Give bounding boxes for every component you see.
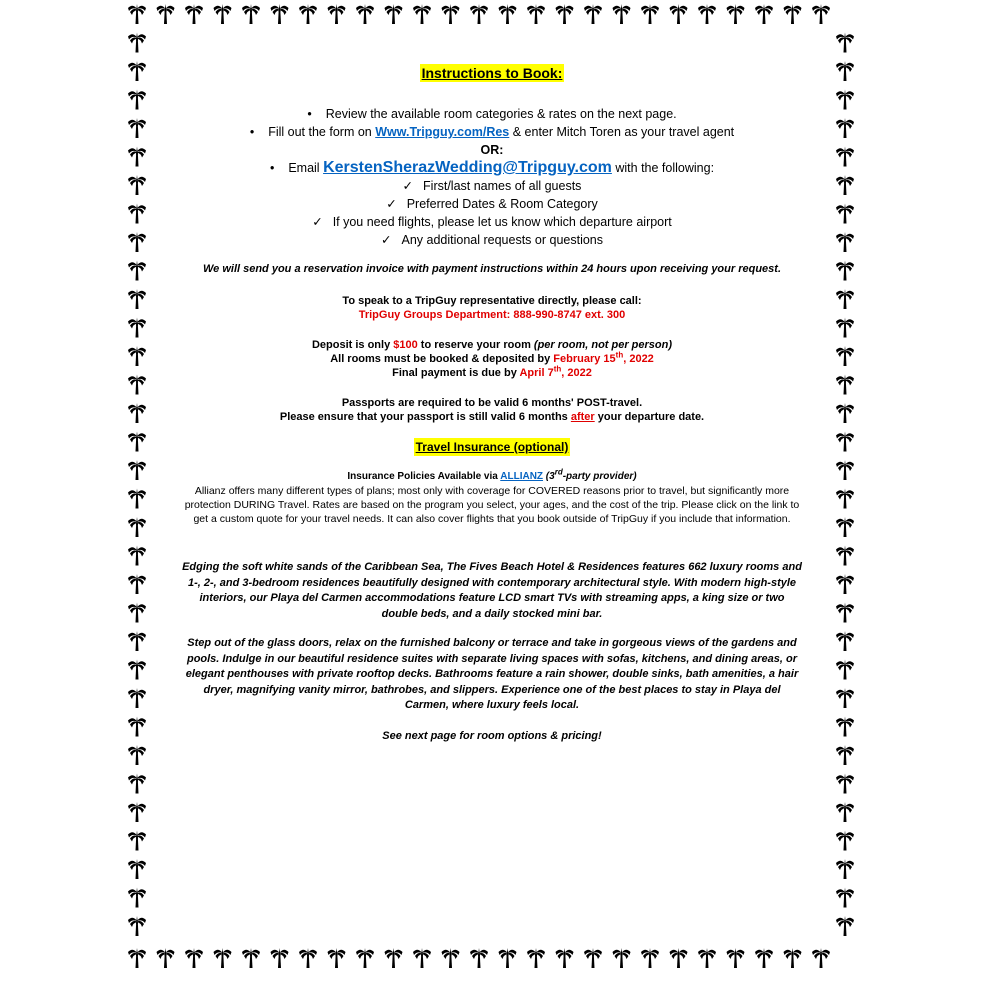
wedding-email-link[interactable]: KerstenSherazWedding@Tripguy.com <box>323 159 612 176</box>
palm-tree-icon <box>128 289 146 309</box>
palm-tree-icon <box>128 717 146 737</box>
palm-tree-icon <box>328 948 346 968</box>
palm-tree-icon <box>556 4 574 24</box>
palm-tree-icon <box>836 660 854 680</box>
passport-block <box>180 396 804 424</box>
final-payment-deadline: Final payment is due by April 7th, 2022 <box>392 364 592 379</box>
contact-line: To speak to a TripGuy representative directly, please call: <box>342 295 642 307</box>
palm-tree-icon <box>836 745 854 765</box>
palm-tree-icon <box>128 118 146 138</box>
palm-tree-icon <box>698 948 716 968</box>
palm-tree-icon <box>157 948 175 968</box>
palm-tree-icon <box>755 4 773 24</box>
palm-tree-icon <box>836 232 854 252</box>
hotel-description-2: Step out of the glass doors, relax on the furnished balcony or terrace and take in gorgeous views of the gardens and pools. Indulge in our beautiful residence suites with separate living spaces with sofas, kitchens, and dining areas, or elegant penthouses with private rooftop decks. Bathrooms feature a rain shower, double sinks, bath amenities, a hair dryer, magnifying vanity mirror, bathrobes, and slippers. Experience one of the best places to stay in Playa del Carmen, where luxury feels local. <box>185 637 799 711</box>
palm-tree-icon <box>613 4 631 24</box>
palm-tree-icon <box>299 948 317 968</box>
palm-tree-icon <box>836 517 854 537</box>
palm-tree-icon <box>836 403 854 423</box>
palm-tree-icon <box>836 489 854 509</box>
palm-tree-icon <box>836 546 854 566</box>
palm-tree-icon <box>836 432 854 452</box>
booking-steps <box>180 105 804 177</box>
step-fill-pre: Fill out the form on <box>268 125 376 139</box>
palm-tree-icon <box>836 916 854 936</box>
reservation-form-link[interactable]: Www.Tripguy.com/Res <box>375 125 510 139</box>
checklist-item: ✓ If you need flights, please let us know which departure airport <box>180 213 804 231</box>
palm-tree-icon <box>128 90 146 110</box>
insurance-block <box>180 467 804 526</box>
palm-tree-icon <box>698 4 716 24</box>
palm-tree-icon <box>442 4 460 24</box>
palm-tree-icon <box>385 4 403 24</box>
palm-tree-icon <box>413 4 431 24</box>
palm-tree-icon <box>299 4 317 24</box>
palm-tree-icon <box>836 859 854 879</box>
step-review: • Review the available room categories & rates on the next page. <box>180 105 804 123</box>
palm-tree-icon <box>836 574 854 594</box>
next-page-note: See next page for room options & pricing! <box>382 729 602 742</box>
palm-tree-icon <box>836 717 854 737</box>
palm-tree-icon <box>727 4 745 24</box>
groups-phone: TripGuy Groups Department: 888-990-8747 ext. 300 <box>358 309 626 321</box>
palm-tree-icon <box>128 232 146 252</box>
palm-tree-icon <box>128 631 146 651</box>
palm-tree-icon <box>527 4 545 24</box>
palm-tree-icon <box>128 688 146 708</box>
palm-tree-icon <box>214 4 232 24</box>
palm-tree-icon <box>836 175 854 195</box>
palm-tree-icon <box>836 375 854 395</box>
palm-tree-icon <box>836 318 854 338</box>
palm-tree-icon <box>836 33 854 53</box>
step-email <box>180 159 804 177</box>
deposit-amount: $100 <box>393 339 418 351</box>
palm-tree-icon <box>128 660 146 680</box>
palm-tree-icon <box>670 4 688 24</box>
palm-tree-icon <box>836 147 854 167</box>
palm-tree-icon <box>385 948 403 968</box>
palm-tree-icon <box>836 460 854 480</box>
palm-tree-icon <box>128 745 146 765</box>
palm-tree-icon <box>356 4 374 24</box>
palm-tree-icon <box>157 4 175 24</box>
palm-tree-icon <box>185 4 203 24</box>
palm-tree-icon <box>128 916 146 936</box>
invoice-note: We will send you a reservation invoice with payment instructions within 24 hours upon receiving your request. <box>202 263 782 275</box>
palm-tree-icon <box>499 948 517 968</box>
step-email-post: with the following: <box>611 161 715 175</box>
palm-tree-icon <box>185 948 203 968</box>
hotel-description-1: Edging the soft white sands of the Caribbean Sea, The Fives Beach Hotel & Residences features 662 luxury rooms and 1-, 2-, and 3-bedroom residences beautifully designed with contemporary architectural style. With modern high-style interiors, our Playa del Carmen accommodations feature LCD smart TVs with streaming apps, a king size or two double beds, and a daily stocked mini bar. <box>182 561 802 620</box>
allianz-link[interactable]: ALLIANZ <box>500 471 544 482</box>
step-fill-form <box>180 123 804 141</box>
palm-tree-icon <box>271 948 289 968</box>
palm-tree-icon <box>128 33 146 53</box>
palm-tree-icon <box>836 90 854 110</box>
step-fill-post: & enter Mitch Toren as your travel agent <box>509 125 735 139</box>
palm-tree-icon <box>242 948 260 968</box>
checklist-item: ✓ First/last names of all guests <box>180 177 804 195</box>
passport-line-2: Please ensure that your passport is still valid 6 months after your departure date. <box>279 411 705 423</box>
palm-tree-icon <box>784 948 802 968</box>
palm-tree-icon <box>128 346 146 366</box>
email-checklist <box>180 177 804 249</box>
palm-tree-icon <box>128 261 146 281</box>
palm-tree-icon <box>836 289 854 309</box>
palm-tree-icon <box>670 948 688 968</box>
page-title: Instructions to Book: <box>421 65 563 81</box>
or-divider: OR: <box>480 143 504 157</box>
insurance-heading: Travel Insurance (optional) <box>415 440 569 454</box>
palm-tree-icon <box>128 948 146 968</box>
insurance-policies-line: Insurance Policies Available via ALLIANZ (3rd-party provider) <box>347 467 637 482</box>
palm-tree-icon <box>470 948 488 968</box>
insurance-body: Allianz offers many different types of plans; most only with coverage for COVERED reasons prior to travel, but significantly more protection DURING Travel. Rates are based on the program you select, your ages, and the cost of the trip. Please click on the link to get a custom quote for your travel needs. It can also cover flights that you book outside of TripGuy if you include that information. <box>184 485 800 525</box>
palm-tree-icon <box>527 948 545 968</box>
deposit-block <box>180 338 804 380</box>
passport-line-1: Passports are required to be valid 6 months' POST-travel. <box>341 397 643 409</box>
palm-tree-icon <box>836 61 854 81</box>
palm-tree-icon <box>836 688 854 708</box>
palm-tree-icon <box>413 948 431 968</box>
palm-tree-icon <box>128 802 146 822</box>
palm-tree-icon <box>442 948 460 968</box>
palm-tree-icon <box>755 948 773 968</box>
palm-tree-icon <box>128 4 146 24</box>
palm-tree-icon <box>128 460 146 480</box>
palm-tree-icon <box>128 403 146 423</box>
palm-tree-icon <box>128 147 146 167</box>
palm-tree-icon <box>836 261 854 281</box>
palm-tree-icon <box>470 4 488 24</box>
palm-tree-icon <box>584 948 602 968</box>
palm-tree-icon <box>242 4 260 24</box>
palm-tree-icon <box>727 948 745 968</box>
step-email-pre: Email <box>288 161 324 175</box>
palm-tree-icon <box>128 432 146 452</box>
palm-tree-icon <box>128 888 146 908</box>
palm-tree-icon <box>499 4 517 24</box>
palm-tree-icon <box>328 4 346 24</box>
palm-tree-icon <box>836 603 854 623</box>
contact-block <box>180 294 804 322</box>
palm-tree-icon <box>812 4 830 24</box>
palm-tree-icon <box>128 61 146 81</box>
palm-tree-icon <box>128 517 146 537</box>
deposit-line: Deposit is only $100 to reserve your room (per room, not per person) <box>311 339 673 351</box>
palm-tree-icon <box>128 375 146 395</box>
palm-tree-icon <box>128 831 146 851</box>
palm-tree-icon <box>836 774 854 794</box>
palm-tree-icon <box>214 948 232 968</box>
palm-tree-icon <box>641 948 659 968</box>
palm-tree-icon <box>836 204 854 224</box>
palm-tree-icon <box>271 4 289 24</box>
checklist-item: ✓ Preferred Dates & Room Category <box>180 195 804 213</box>
palm-tree-icon <box>784 4 802 24</box>
palm-tree-icon <box>812 948 830 968</box>
palm-tree-icon <box>584 4 602 24</box>
palm-tree-icon <box>128 774 146 794</box>
palm-tree-icon <box>613 948 631 968</box>
palm-tree-icon <box>128 204 146 224</box>
palm-tree-icon <box>128 546 146 566</box>
palm-tree-icon <box>836 831 854 851</box>
checklist-item: ✓ Any additional requests or questions <box>180 231 804 249</box>
palm-tree-icon <box>836 118 854 138</box>
palm-tree-icon <box>836 346 854 366</box>
palm-tree-icon <box>128 574 146 594</box>
palm-tree-icon <box>128 318 146 338</box>
palm-tree-icon <box>836 802 854 822</box>
instructions-page <box>180 62 804 745</box>
palm-tree-icon <box>128 489 146 509</box>
palm-tree-icon <box>836 631 854 651</box>
palm-tree-icon <box>128 603 146 623</box>
palm-tree-icon <box>556 948 574 968</box>
palm-tree-icon <box>836 888 854 908</box>
booking-deadline: All rooms must be booked & deposited by February 15th, 2022 <box>330 350 654 365</box>
palm-tree-icon <box>641 4 659 24</box>
palm-tree-icon <box>128 175 146 195</box>
palm-tree-icon <box>356 948 374 968</box>
palm-tree-icon <box>128 859 146 879</box>
